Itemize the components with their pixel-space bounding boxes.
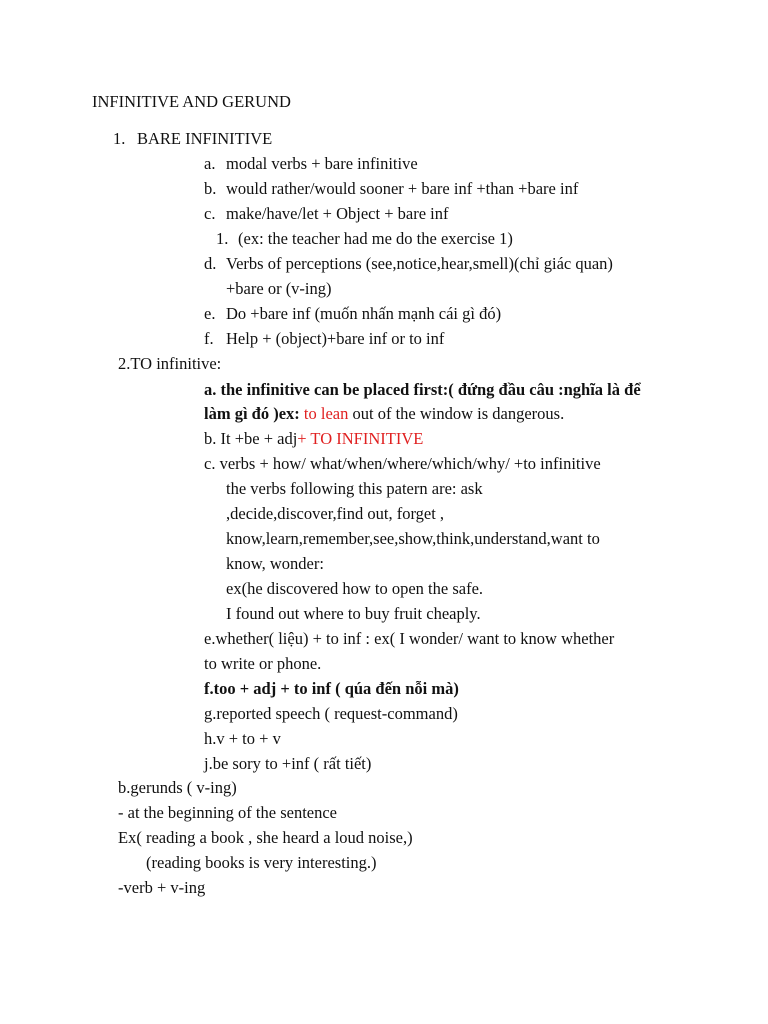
s2-item-a-suffix: out of the window is dangerous. xyxy=(348,404,565,423)
s1-subitem-1-text: (ex: the teacher had me do the exercise 1) xyxy=(238,229,513,248)
s2-item-e-line1: e.whether( liệu) + to inf : ex( I wonder/ want to know whether xyxy=(204,629,615,648)
s2-item-c-sub-1: the verbs following this patern are: ask xyxy=(226,479,483,498)
s2-item-c-sub-5: ex(he discovered how to open the safe. xyxy=(226,579,484,598)
s2-item-a-line1: a. the infinitive can be placed first:( đứng đầu câu :nghĩa là để xyxy=(204,380,641,399)
s1-item-d-marker: d. xyxy=(204,254,217,273)
gerunds-line-2: Ex( reading a book , she heard a loud noise,) xyxy=(118,828,413,847)
s2-item-b xyxy=(204,429,423,449)
s1-item-a-marker: a. xyxy=(204,154,216,173)
gerunds-heading: b.gerunds ( v-ing) xyxy=(118,778,237,797)
document-title: INFINITIVE AND GERUND xyxy=(92,92,291,111)
s1-item-f-text: Help + (object)+bare inf or to inf xyxy=(226,329,445,348)
s2-item-f: f.too + adj + to inf ( qúa đến nỗi mà) xyxy=(204,679,459,698)
s2-item-c-sub-3: know,learn,remember,see,show,think,understand,want to xyxy=(226,529,600,548)
gerunds-line-1: - at the beginning of the sentence xyxy=(118,803,338,822)
gerunds-line-3: (reading books is very interesting.) xyxy=(146,853,377,872)
s1-item-b-marker: b. xyxy=(204,179,217,198)
s1-item-c-marker: c. xyxy=(204,204,216,223)
s1-subitem-1-marker: 1. xyxy=(216,229,229,248)
s2-item-b-text: b. It +be + adj xyxy=(204,429,298,448)
s2-item-b-highlight: + TO INFINITIVE xyxy=(297,429,424,448)
s2-item-c-sub-2: ,decide,discover,find out, forget , xyxy=(226,504,445,523)
s1-item-b-text: would rather/would sooner + bare inf +than +bare inf xyxy=(226,179,579,198)
s2-item-h: h.v + to + v xyxy=(204,729,281,748)
s2-item-c-sub-6: I found out where to buy fruit cheaply. xyxy=(226,604,481,623)
s1-item-e-text: Do +bare inf (muốn nhấn mạnh cái gì đó) xyxy=(226,304,502,323)
s1-item-d-continuation: +bare or (v-ing) xyxy=(226,279,332,298)
s2-item-a-highlight: to lean xyxy=(303,404,349,423)
gerunds-line-4: -verb + v-ing xyxy=(118,878,206,897)
s2-item-j: j.be sory to +inf ( rất tiết) xyxy=(204,754,372,773)
s2-item-a-line2 xyxy=(204,404,564,424)
s1-item-f-marker: f. xyxy=(204,329,214,348)
s1-item-d-text: Verbs of perceptions (see,notice,hear,smell)(chỉ giác quan) xyxy=(226,254,613,273)
section1-heading: BARE INFINITIVE xyxy=(137,129,273,148)
section1-number: 1. xyxy=(113,129,126,148)
s1-item-e-marker: e. xyxy=(204,304,216,323)
section2-heading: 2.TO infinitive: xyxy=(118,354,222,373)
s2-item-c-sub-4: know, wonder: xyxy=(226,554,324,573)
s2-item-g: g.reported speech ( request-command) xyxy=(204,704,458,723)
s1-item-a-text: modal verbs + bare infinitive xyxy=(226,154,418,173)
s2-item-c: c. verbs + how/ what/when/where/which/why/ +to infinitive xyxy=(204,454,601,473)
s1-item-c-text: make/have/let + Object + bare inf xyxy=(226,204,449,223)
s2-item-e-line2: to write or phone. xyxy=(204,654,322,673)
s2-item-a-prefix: làm gì đó )ex: xyxy=(204,404,304,423)
